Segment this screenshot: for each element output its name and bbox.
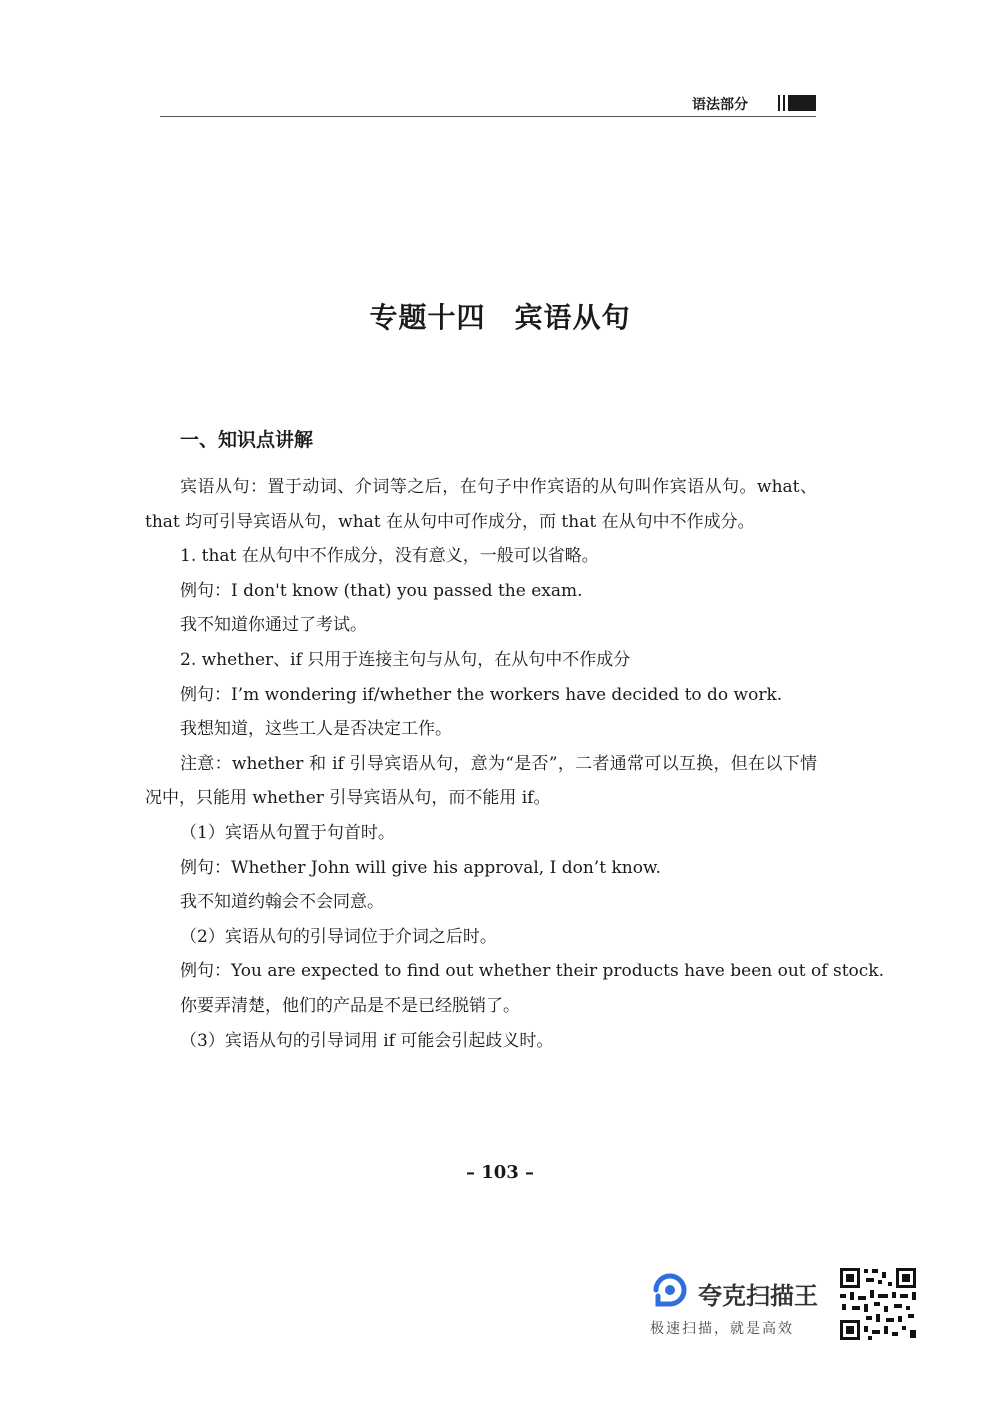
watermark-slogan: 极速扫描，就是高效 bbox=[650, 1321, 794, 1337]
paragraph: 我想知道，这些工人是否决定工作。 bbox=[180, 719, 452, 740]
paragraph: 我不知道约翰会不会同意。 bbox=[180, 892, 384, 913]
paragraph: （2）宾语从句的引导词位于介词之后时。 bbox=[180, 926, 497, 947]
scanner-logo-icon bbox=[650, 1270, 690, 1310]
chapter-title: 专题十四 宾语从句 bbox=[369, 301, 631, 334]
header-bar-mark-icon bbox=[778, 93, 818, 113]
section-heading: 一、知识点讲解 bbox=[180, 429, 314, 451]
paragraph: 例句：You are expected to find out whether their products have been out of stock. bbox=[180, 961, 884, 982]
page-number: – 103 – bbox=[465, 1162, 535, 1183]
body-text bbox=[145, 470, 884, 1058]
header-rule bbox=[160, 116, 816, 117]
paragraph: （1）宾语从句置于句首时。 bbox=[180, 822, 395, 843]
paragraph: 例句：I don't know (that) you passed the exam. bbox=[180, 580, 583, 601]
paragraph: 宾语从句：置于动词、介词等之后，在句子中作宾语的从句叫作宾语从句。what、that 均可引导宾语从句，what 在从句中可作成分，而 that 在从句中不作成分。 bbox=[145, 477, 817, 532]
paragraph: 2. whether、if 只用于连接主句与从句，在从句中不作成分 bbox=[180, 649, 631, 670]
paragraph: 你要弄清楚，他们的产品是不是已经脱销了。 bbox=[180, 995, 520, 1016]
paragraph: 例句：I’m wondering if/whether the workers have decided to do work. bbox=[180, 684, 783, 705]
paragraph: （3）宾语从句的引导词用 if 可能会引起歧义时。 bbox=[180, 1030, 554, 1051]
scanner-watermark bbox=[646, 1262, 926, 1344]
qr-code-icon bbox=[838, 1266, 918, 1342]
paragraph: 例句：Whether John will give his approval, I don’t know. bbox=[180, 857, 661, 878]
running-header: 语法部分 bbox=[692, 97, 748, 113]
paragraph: 注意：whether 和 if 引导宾语从句，意为“是否”，二者通常可以互换，但在以下情况中，只能用 whether 引导宾语从句，而不能用 if。 bbox=[145, 753, 817, 809]
watermark-brand: 夸克扫描王 bbox=[698, 1282, 818, 1310]
paragraph: 我不知道你通过了考试。 bbox=[180, 615, 367, 636]
paragraph: 1. that 在从句中不作成分，没有意义，一般可以省略。 bbox=[180, 546, 599, 567]
